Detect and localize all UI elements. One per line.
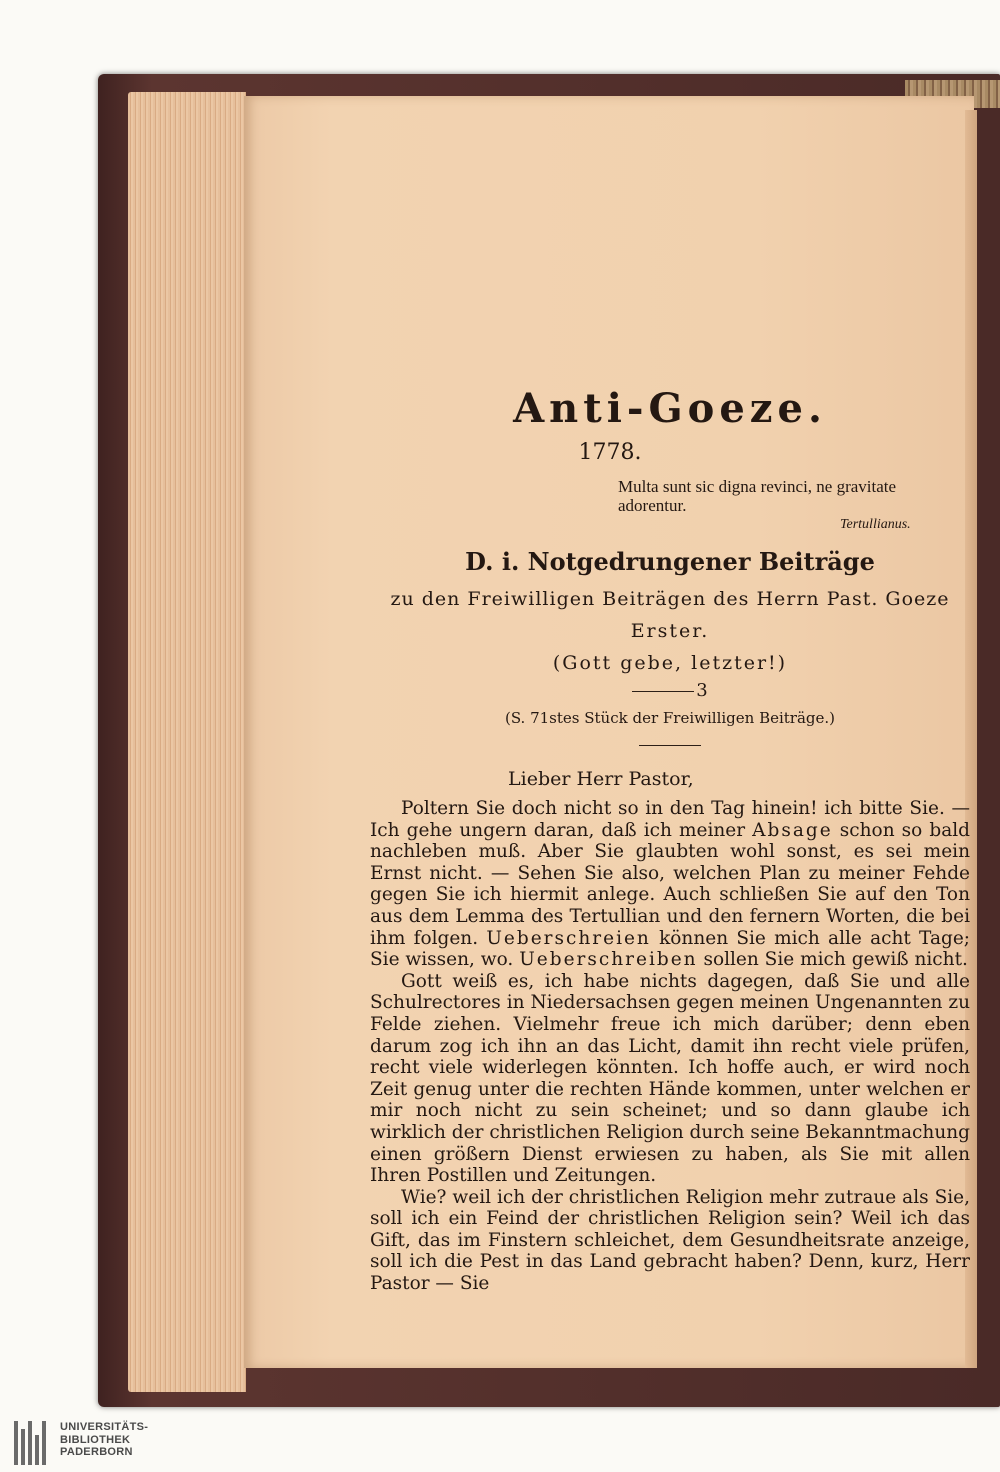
page-content: [370, 385, 970, 1295]
paragraph-text: schon so bald nachleben muß. Aber Sie glaubten wohl sonst, es sei mein Ernst nicht. — Sehen Sie also, welchen Plan zu meiner Fehde gegen Sie ich hiermit anlege. Auch schließen Sie auf den Ton aus dem Lemma des Tertullian und den fernern Worten, die bei ihm folgen.: [370, 819, 970, 949]
paragraph: [370, 798, 970, 971]
paragraph-text: Poltern Sie doch nicht so in den Tag hinein! ich bitte Sie. — Ich gehe ungern daran, daß ich meiner: [370, 798, 970, 841]
library-logo: [14, 1421, 148, 1465]
subtitle: D. i. Notgedrungener Beiträge: [465, 547, 875, 576]
part-label: Erster.: [630, 620, 710, 642]
letter-body: [370, 798, 970, 1295]
paragraph: Gott weiß es, ich habe nichts dagegen, daß Sie und alle Schulrectores in Niedersachsen gegen meinen Ungenannten zu Felde ziehen. Vielmehr freue ich mich darüber; denn eben darum zog ich ihn an das Licht, damit ihn recht viele prüfen, recht viele widerlegen könnten. Ich hoffe auch, er wird noch Zeit genug unter die rechten Hände kommen, unter welchen er mir noch nicht zu sein scheinet; und so dann glaube ich wirklich der christlichen Religion durch seine Bekanntmachung einen größern Dienst erwiesen zu haben, als Sie mit allen Ihren Postillen und Zeitungen.: [370, 970, 970, 1187]
library-logo-icon: [14, 1421, 52, 1465]
emphasis-text: Ueberschreiben: [519, 949, 698, 971]
library-name-line: BIBLIOTHEK: [60, 1433, 131, 1446]
library-name-line: UNIVERSITÄTS-: [60, 1421, 149, 1433]
library-name-line: PADERBORN: [60, 1446, 133, 1458]
page-title: Anti-Goeze.: [513, 385, 827, 432]
section-number-value: 3: [696, 680, 708, 701]
parenthetical-remark: (Gott gebe, letzter!): [552, 652, 788, 674]
epigraph: Multa sunt sic digna revinci, ne gravitate adorentur.: [618, 477, 897, 515]
salutation: Lieber Herr Pastor,: [508, 768, 694, 790]
divider: [639, 745, 701, 746]
source-note: (S. 71stes Stück der Freiwilligen Beiträge.): [504, 709, 836, 727]
year: 1778.: [578, 440, 642, 465]
subtitle-line: zu den Freiwilligen Beiträgen des Herrn Past. Goeze: [390, 588, 950, 610]
number-rule: [632, 691, 694, 692]
emphasis-text: Ueberschreien: [486, 927, 651, 949]
section-number: [370, 680, 970, 701]
page-edges: [128, 92, 246, 1392]
paragraph: Wie? weil ich der christlichen Religion mehr zutraue als Sie, soll ich ein Feind der christlichen Religion sein? Weil ich das Gift, das im Finstern schleichet, dem Gesundheitsrate anzeige, soll ich die Pest in das Land gebracht haben? Denn, kurz, Herr Pastor — Sie: [370, 1186, 970, 1295]
epigraph-author: Tertullianus.: [840, 517, 911, 532]
library-name: [60, 1421, 148, 1459]
paragraph-text: können Sie mich alle acht Tage; Sie wissen, wo.: [370, 927, 971, 971]
emphasis-text: Absage: [752, 819, 833, 841]
paragraph-text: sollen Sie mich gewiß nicht.: [703, 949, 968, 971]
